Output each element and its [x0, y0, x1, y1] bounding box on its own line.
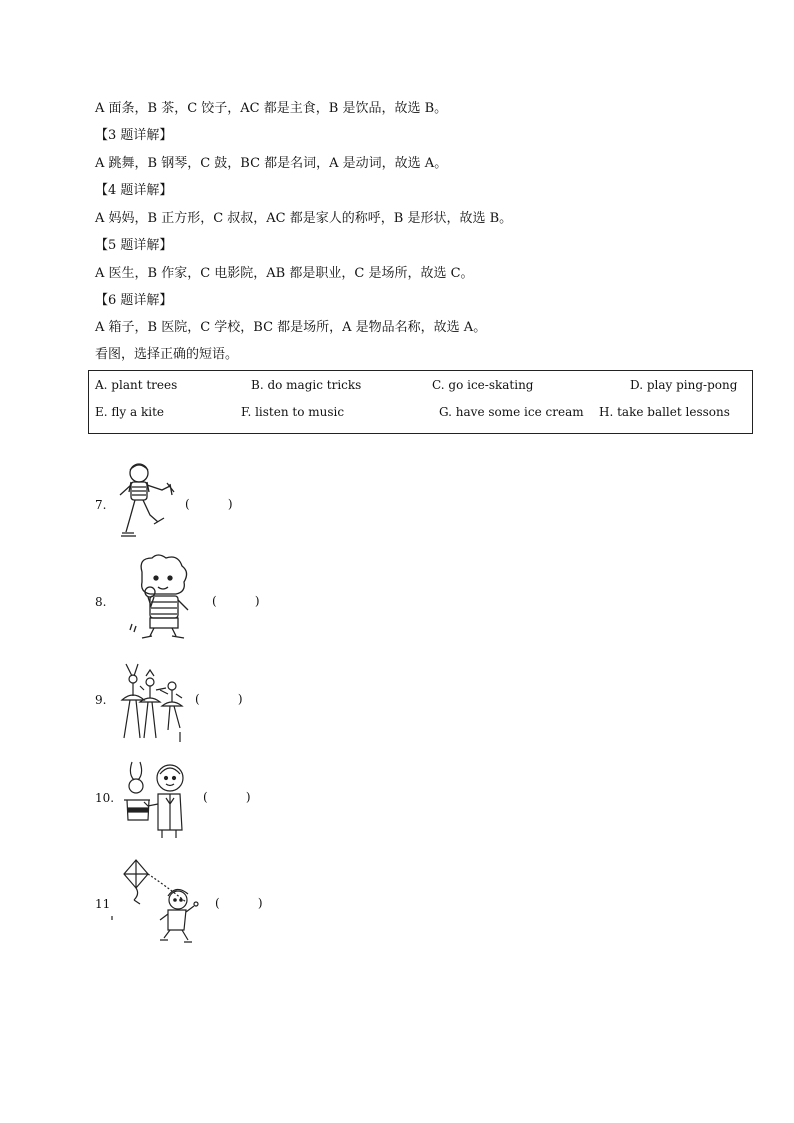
option-a: A. plant trees	[95, 378, 178, 392]
option-f: F. listen to music	[241, 405, 345, 419]
question-7-number: 7.	[95, 498, 107, 512]
question-10-number: 10.	[95, 791, 115, 805]
question-7-answer-blank[interactable]: ( )	[185, 497, 233, 511]
girl-ice-skating-icon	[112, 460, 182, 546]
answer-line-3: A 跳舞，B 钢琴，C 鼓，BC 都是名词，A 是动词，故选 A。	[95, 156, 448, 171]
question-8-number: 8.	[95, 595, 107, 609]
options-box	[88, 370, 753, 434]
question-10-answer-blank[interactable]: ( )	[203, 790, 251, 804]
boy-flying-kite-icon	[110, 858, 202, 952]
answer-line-2: A 面条，B 茶，C 饺子，AC 都是主食，B 是饮品，故选 B。	[95, 101, 448, 116]
question-9-number: 9.	[95, 693, 107, 707]
magician-rabbit-hat-icon	[118, 756, 190, 844]
section-heading-4: 【4 题详解】	[95, 183, 173, 198]
section-heading-3: 【3 题详解】	[95, 128, 173, 143]
option-b: B. do magic tricks	[251, 378, 362, 392]
option-d: D. play ping-pong	[630, 378, 738, 392]
answer-line-4: A 妈妈，B 正方形，C 叔叔，AC 都是家人的称呼，B 是形状，故选 B。	[95, 211, 513, 226]
option-e: E. fly a kite	[95, 405, 164, 419]
answer-line-5: A 医生，B 作家，C 电影院，AB 都是职业，C 是场所，故选 C。	[95, 266, 474, 281]
question-8-answer-blank[interactable]: ( )	[212, 594, 260, 608]
section-heading-6: 【6 题详解】	[95, 293, 173, 308]
question-11-number: 11	[95, 897, 111, 911]
answer-line-6: A 箱子，B 医院，C 学校，BC 都是场所，A 是物品名称，故选 A。	[95, 320, 487, 335]
option-c: C. go ice-skating	[432, 378, 534, 392]
instruction: 看图，选择正确的短语。	[95, 347, 239, 362]
ballet-dancers-icon	[116, 660, 188, 748]
question-9-answer-blank[interactable]: ( )	[195, 692, 243, 706]
option-g: G. have some ice cream	[439, 405, 584, 419]
option-h: H. take ballet lessons	[599, 405, 730, 419]
section-heading-5: 【5 题详解】	[95, 238, 173, 253]
boy-eating-ice-cream-icon	[128, 552, 198, 648]
question-11-answer-blank[interactable]: ( )	[215, 896, 263, 910]
